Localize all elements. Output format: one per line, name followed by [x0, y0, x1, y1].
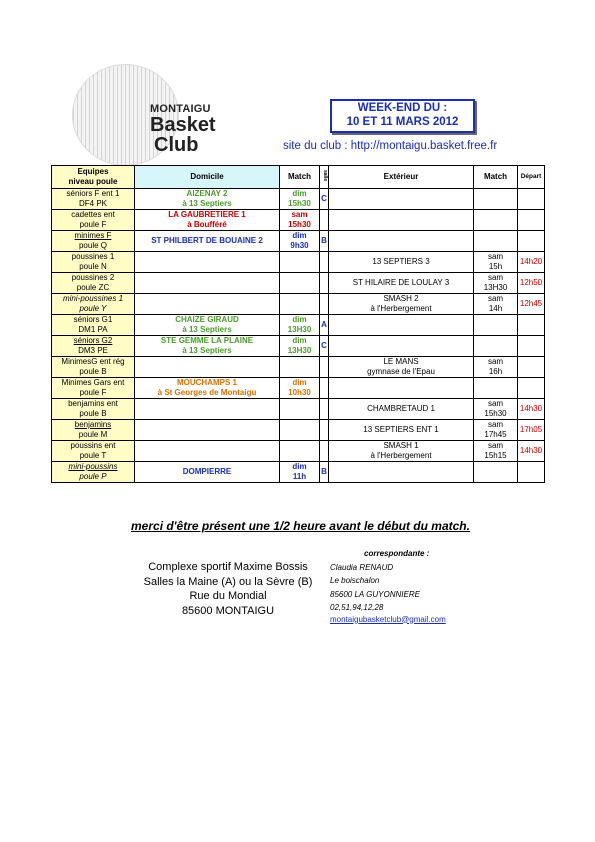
depart-cell: [518, 336, 545, 357]
salle-cell: C: [320, 189, 329, 210]
team-cell: séniors G1 DM1 PA: [52, 315, 135, 336]
away-cell: SMASH 2 à l'Herbergement: [329, 294, 474, 315]
salle-cell: A: [320, 315, 329, 336]
team-cell: séniors F ent 1 DF4 PK: [52, 189, 135, 210]
salle-cell: [320, 441, 329, 462]
home-match-cell: dim 15h30: [280, 189, 320, 210]
away-match-cell: sam 14h: [474, 294, 518, 315]
away-cell: CHAMBRETAUD 1: [329, 399, 474, 420]
header-match: Match: [280, 166, 320, 189]
table-row: [52, 189, 545, 210]
depart-cell: 14h20: [518, 252, 545, 273]
salle-cell: C: [320, 336, 329, 357]
home-cell: [135, 420, 280, 441]
table-row: [52, 357, 545, 378]
home-cell: [135, 357, 280, 378]
home-cell: CHAIZE GIRAUD à 13 Septiers: [135, 315, 280, 336]
arrival-notice: merci d'être présent une 1/2 heure avant le début du match.: [131, 519, 470, 533]
team-cell: Minimes Gars ent poule F: [52, 378, 135, 399]
depart-cell: 12h45: [518, 294, 545, 315]
home-match-cell: dim 11h: [280, 462, 320, 483]
home-match-cell: [280, 357, 320, 378]
team-cell: poussins ent poule T: [52, 441, 135, 462]
away-cell: [329, 462, 474, 483]
depart-cell: [518, 315, 545, 336]
table-row: [52, 210, 545, 231]
table-row: [52, 336, 545, 357]
away-cell: [329, 336, 474, 357]
table-row: [52, 231, 545, 252]
weekend-box: [330, 99, 475, 133]
away-cell: 13 SEPTIERS ENT 1: [329, 420, 474, 441]
away-match-cell: sam 16h: [474, 357, 518, 378]
salle-cell: [320, 420, 329, 441]
home-cell: [135, 252, 280, 273]
away-match-cell: sam 15h30: [474, 399, 518, 420]
depart-cell: [518, 189, 545, 210]
table-header: [52, 166, 545, 189]
header-match-away: Match: [474, 166, 518, 189]
club-site-link[interactable]: site du club : http://montaigu.basket.free.fr: [283, 140, 498, 152]
team-cell: benjamins poule M: [52, 420, 135, 441]
away-cell: [329, 315, 474, 336]
home-cell: [135, 294, 280, 315]
away-cell: [329, 231, 474, 252]
away-match-cell: sam 15h15: [474, 441, 518, 462]
home-match-cell: sam 15h30: [280, 210, 320, 231]
home-match-cell: [280, 420, 320, 441]
home-cell: STE GEMME LA PLAINE à 13 Septiers: [135, 336, 280, 357]
away-match-cell: [474, 315, 518, 336]
away-cell: [329, 189, 474, 210]
team-cell: séniors G2 DM3 PE: [52, 336, 135, 357]
venue-address: Complexe sportif Maxime Bossis Salles la Maine (A) ou la Sèvre (B) Rue du Mondial 85600 MONTAIGU: [143, 561, 313, 617]
away-match-cell: [474, 231, 518, 252]
away-cell: SMASH 1 à l'Herbergement: [329, 441, 474, 462]
table-row: [52, 294, 545, 315]
away-match-cell: sam 15h: [474, 252, 518, 273]
home-match-cell: dim 13H30: [280, 315, 320, 336]
team-cell: poussines 1 poule N: [52, 252, 135, 273]
team-cell: benjamins ent poule B: [52, 399, 135, 420]
home-cell: [135, 273, 280, 294]
salle-cell: [320, 357, 329, 378]
weekend-title: WEEK-END DU :: [357, 102, 448, 114]
salle-cell: B: [320, 231, 329, 252]
contact-email[interactable]: montaigubasketclub@gmail.com: [330, 614, 446, 624]
table-row: [52, 315, 545, 336]
home-cell: ST PHILBERT DE BOUAINE 2: [135, 231, 280, 252]
salle-cell: [320, 294, 329, 315]
team-cell: cadettes ent poule F: [52, 210, 135, 231]
team-cell: minimes F poule Q: [52, 231, 135, 252]
home-match-cell: dim 13H30: [280, 336, 320, 357]
home-cell: MOUCHAMPS 1 à St Georges de Montaigu: [135, 378, 280, 399]
home-match-cell: [280, 273, 320, 294]
home-cell: LA GAUBRETIERE 1 à Boufféré: [135, 210, 280, 231]
header-away: Extérieur: [329, 166, 474, 189]
away-match-cell: sam 13H30: [474, 273, 518, 294]
header-salle: salle: [320, 166, 329, 189]
away-match-cell: [474, 378, 518, 399]
header-depart: Départ: [518, 166, 545, 189]
depart-cell: 14h30: [518, 441, 545, 462]
header-home: Domicile: [135, 166, 280, 189]
home-match-cell: dim 9h30: [280, 231, 320, 252]
table-row: [52, 441, 545, 462]
home-match-cell: dim 10h30: [280, 378, 320, 399]
away-match-cell: sam 17h45: [474, 420, 518, 441]
home-cell: AIZENAY 2 à 13 Septiers: [135, 189, 280, 210]
depart-cell: [518, 231, 545, 252]
table-row: [52, 420, 545, 441]
salle-cell: [320, 378, 329, 399]
logo-text: MONTAIGU Basket Club: [150, 103, 216, 156]
away-cell: [329, 210, 474, 231]
away-cell: LE MANS gymnase de l'Epau: [329, 357, 474, 378]
contact-block: correspondante : Claudia RENAUD Le boischalon 85600 LA GUYONNIERE 02,51,94,12,28 montaigubasketclub@gmail.com: [330, 549, 446, 624]
salle-cell: [320, 210, 329, 231]
depart-cell: 17h05: [518, 420, 545, 441]
salle-cell: B: [320, 462, 329, 483]
home-cell: DOMPIERRE: [135, 462, 280, 483]
away-match-cell: [474, 189, 518, 210]
depart-cell: [518, 462, 545, 483]
depart-cell: [518, 210, 545, 231]
salle-cell: [320, 273, 329, 294]
table-row: [52, 378, 545, 399]
depart-cell: [518, 378, 545, 399]
home-match-cell: [280, 252, 320, 273]
away-match-cell: [474, 336, 518, 357]
depart-cell: [518, 357, 545, 378]
salle-cell: [320, 252, 329, 273]
away-cell: ST HILAIRE DE LOULAY 3: [329, 273, 474, 294]
team-cell: MinimesG ent rég poule B: [52, 357, 135, 378]
away-match-cell: [474, 210, 518, 231]
salle-cell: [320, 399, 329, 420]
table-row: [52, 273, 545, 294]
home-match-cell: [280, 294, 320, 315]
away-match-cell: [474, 462, 518, 483]
schedule-table: [51, 165, 545, 483]
depart-cell: 14h30: [518, 399, 545, 420]
home-cell: [135, 441, 280, 462]
team-cell: poussines 2 poule ZC: [52, 273, 135, 294]
weekend-dates: 10 ET 11 MARS 2012: [346, 116, 459, 128]
table-row: [52, 252, 545, 273]
home-cell: [135, 399, 280, 420]
team-cell: mini-poussins poule P: [52, 462, 135, 483]
team-cell: mini-poussines 1 poule Y: [52, 294, 135, 315]
club-logo: [72, 64, 222, 164]
header-team: Equipes niveau poule: [52, 166, 135, 189]
away-cell: [329, 378, 474, 399]
home-match-cell: [280, 441, 320, 462]
home-match-cell: [280, 399, 320, 420]
depart-cell: 12h50: [518, 273, 545, 294]
away-cell: 13 SEPTIERS 3: [329, 252, 474, 273]
table-row: [52, 399, 545, 420]
table-row: [52, 462, 545, 483]
